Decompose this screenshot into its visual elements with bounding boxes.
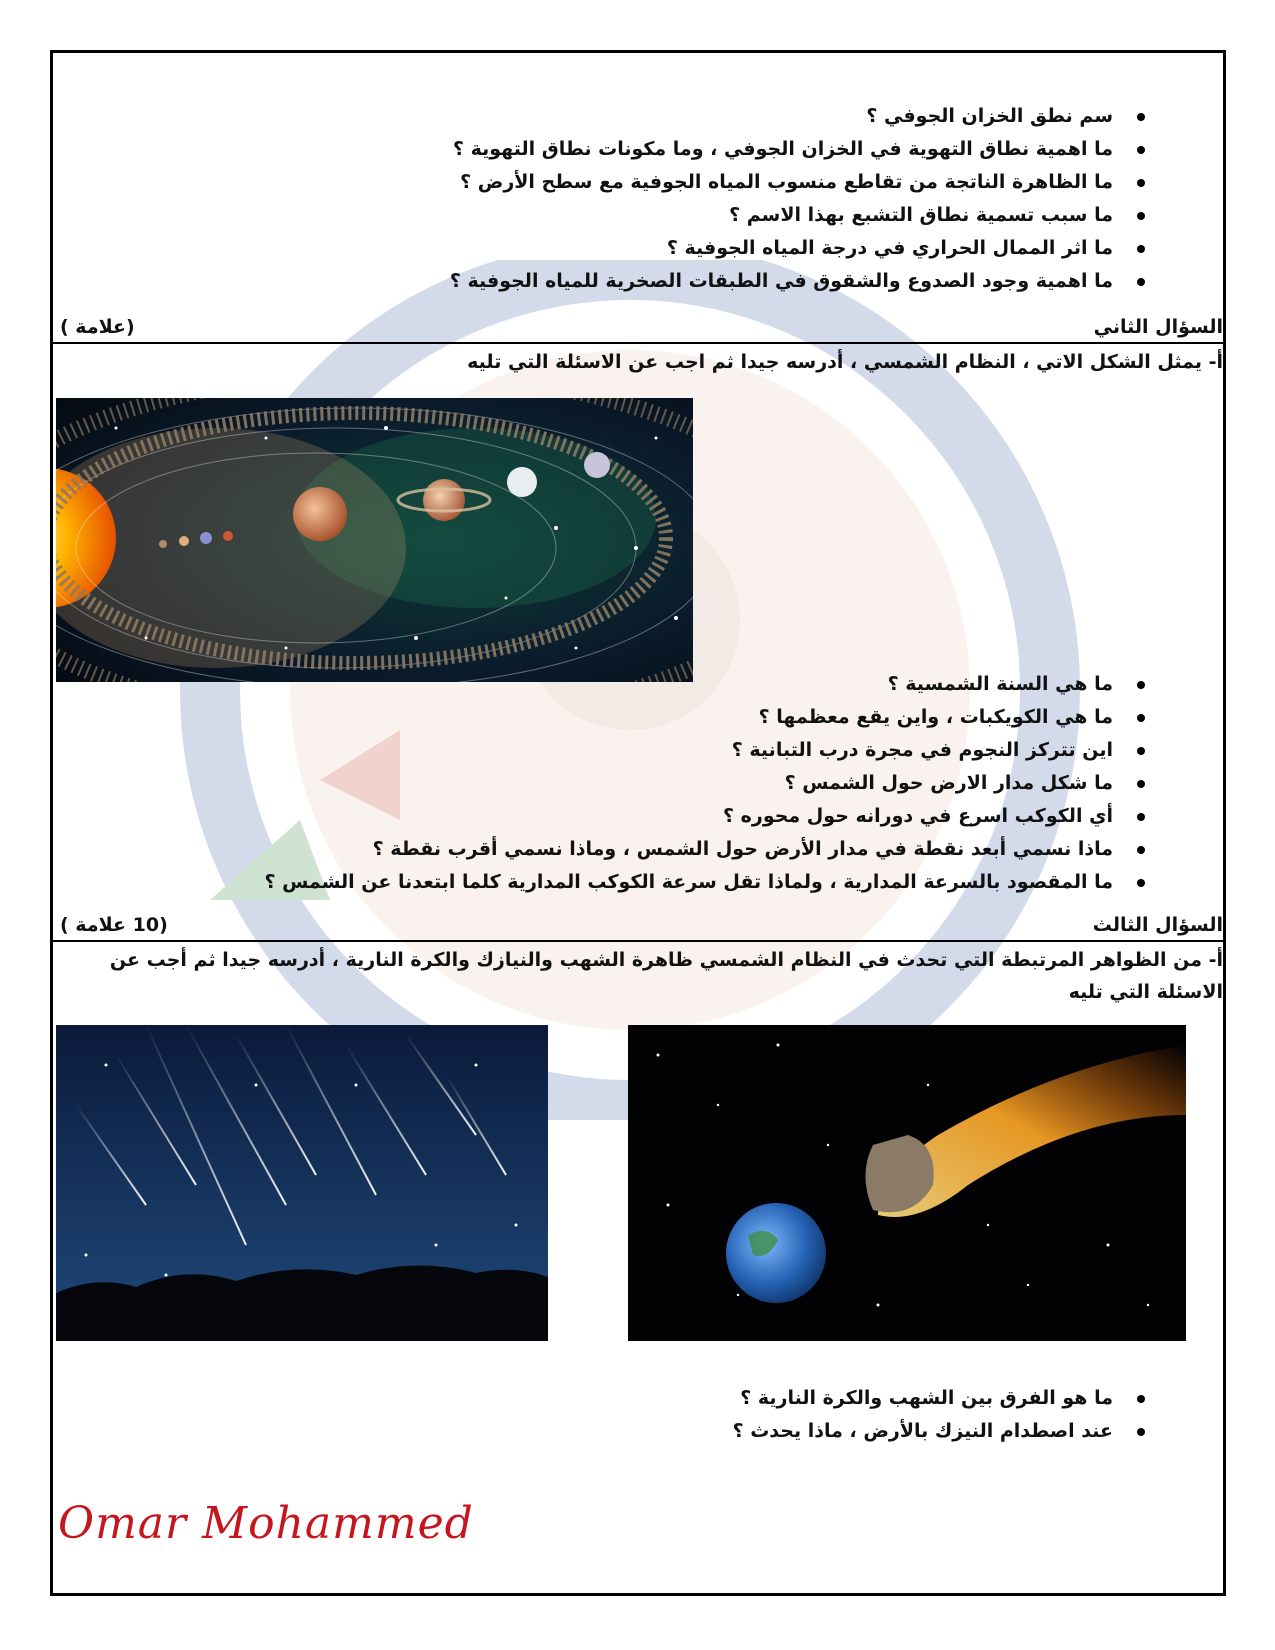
- list-item: ما اثر الممال الحراري في درجة المياه الجوفية ؟: [450, 232, 1145, 265]
- fireball-image: [628, 1025, 1186, 1341]
- question2-title: السؤال الثاني: [1093, 316, 1223, 338]
- list-item: ما اهمية نطاق التهوية في الخزان الجوفي ، وما مكونات نطاق التهوية ؟: [450, 133, 1145, 166]
- list-item: أي الكوكب اسرع في دورانه حول محوره ؟: [264, 800, 1145, 833]
- bullet-icon: [1137, 846, 1145, 854]
- bullet-icon: [1137, 146, 1145, 154]
- list-item: ما هو الفرق بين الشهب والكرة النارية ؟: [733, 1382, 1145, 1415]
- list-item: ما هي الكويكبات ، واين يقع معظمها ؟: [264, 701, 1145, 734]
- question3-title: السؤال الثالث: [1092, 914, 1223, 936]
- divider: [50, 342, 1226, 344]
- list-item: ما الظاهرة الناتجة من تقاطع منسوب المياه الجوفية مع سطح الأرض ؟: [450, 166, 1145, 199]
- list-item: اين تتركز النجوم في مجرة درب التبانية ؟: [264, 734, 1145, 767]
- bullet-icon: [1137, 813, 1145, 821]
- bullet-icon: [1137, 245, 1145, 253]
- bullet-icon: [1137, 714, 1145, 722]
- list-item: ماذا نسمي أبعد نقطة في مدار الأرض حول الشمس ، وماذا نسمي أقرب نقطة ؟: [264, 833, 1145, 866]
- bullet-icon: [1137, 747, 1145, 755]
- bullet-icon: [1137, 212, 1145, 220]
- question2-bullet-list: [264, 668, 1145, 899]
- list-item: سم نطق الخزان الجوفي ؟: [450, 100, 1145, 133]
- signature: Omar Mohammed: [58, 1498, 474, 1549]
- question3-bullet-list: [733, 1382, 1145, 1448]
- meteor-shower-image: [56, 1025, 548, 1341]
- bullet-icon: [1137, 179, 1145, 187]
- list-item: ما اهمية وجود الصدوع والشقوق في الطبقات الصخرية للمياه الجوفية ؟: [450, 265, 1145, 298]
- bullet-icon: [1137, 1428, 1145, 1436]
- question3-prompt: أ- من الظواهر المرتبطة التي تحدث في النظام الشمسي ظاهرة الشهب والنيازك والكرة النارية ، أدرسه جيدا ثم أجب عن الاسئلة التي تليه: [109, 949, 1223, 1003]
- list-item: ما المقصود بالسرعة المدارية ، ولماذا تقل سرعة الكوكب المدارية كلما ابتعدنا عن الشمس ؟: [264, 866, 1145, 899]
- list-item: ما شكل مدار الارض حول الشمس ؟: [264, 767, 1145, 800]
- bullet-icon: [1137, 113, 1145, 121]
- bullet-icon: [1137, 780, 1145, 788]
- list-item: ما هي السنة الشمسية ؟: [264, 668, 1145, 701]
- solar-system-image: [56, 398, 693, 682]
- list-item: ما سبب تسمية نطاق التشبع بهذا الاسم ؟: [450, 199, 1145, 232]
- section1-bullet-list: [450, 100, 1145, 298]
- bullet-icon: [1137, 278, 1145, 286]
- question2-mark: (علامة ): [60, 316, 135, 338]
- bullet-icon: [1137, 1395, 1145, 1403]
- divider: [50, 940, 1226, 942]
- bullet-icon: [1137, 681, 1145, 689]
- bullet-icon: [1137, 879, 1145, 887]
- question2-prompt: أ- يمثل الشكل الاتي ، النظام الشمسي ، أدرسه جيدا ثم اجب عن الاسئلة التي تليه: [467, 351, 1223, 373]
- list-item: عند اصطدام النيزك بالأرض ، ماذا يحدث ؟: [733, 1415, 1145, 1448]
- question3-mark: (10 علامة ): [60, 914, 168, 936]
